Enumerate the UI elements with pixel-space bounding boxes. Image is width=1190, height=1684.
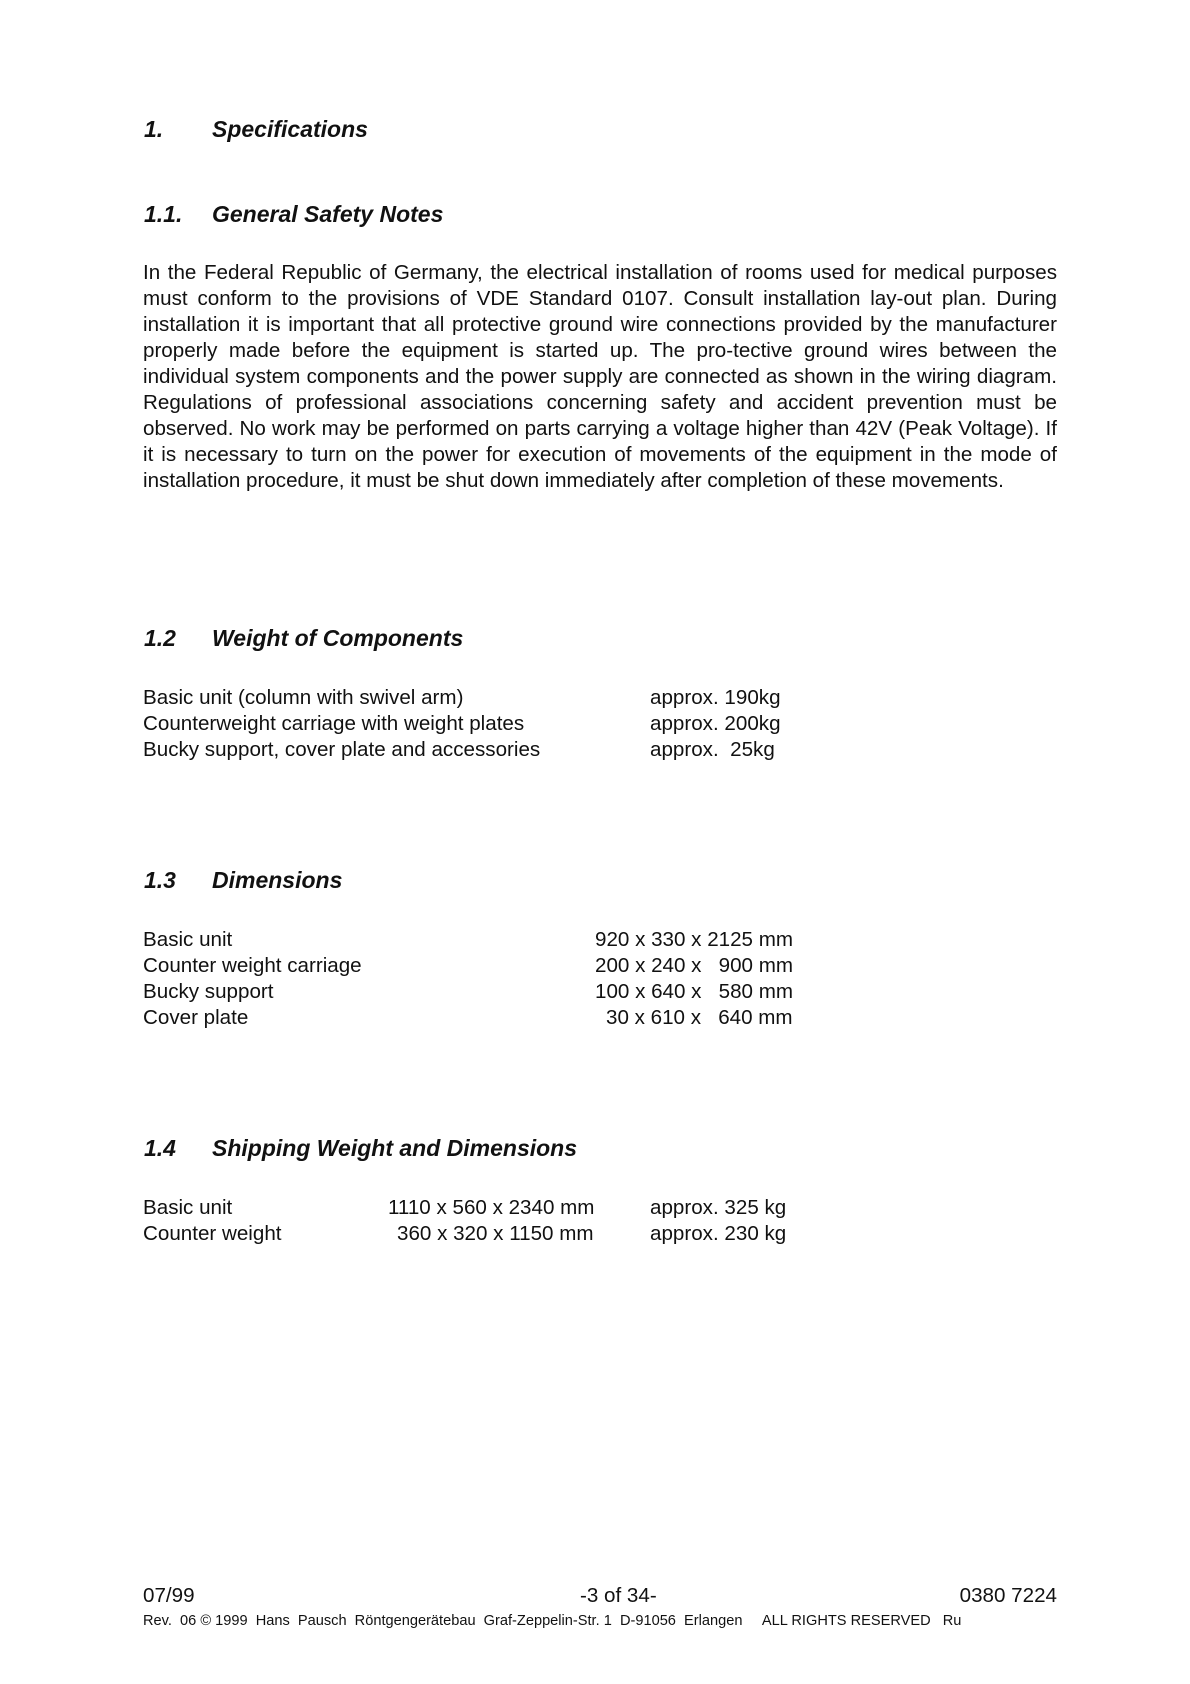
weight-value: approx. 190kg: [650, 686, 781, 709]
section-title: Shipping Weight and Dimensions: [212, 1135, 578, 1161]
section-title: General Safety Notes: [212, 201, 444, 227]
page-footer: [143, 1584, 1057, 1610]
dimension-item: Counter weight carriage: [143, 954, 362, 977]
section-title: Specifications: [212, 116, 368, 142]
dimension-value: 920 x 330 x 2125 mm: [595, 928, 794, 951]
dimension-value: 100 x 640 x 580 mm: [595, 980, 794, 1003]
dimension-value: 200 x 240 x 900 mm: [595, 954, 794, 977]
section-number: 1.: [144, 116, 164, 142]
footer-revision-line: Rev. 06 © 1999 Hans Pausch Röntgengerätebau Graf-Zeppelin-Str. 1 D-91056 Erlangen ALL RIGHTS RESERVED Ru: [143, 1613, 962, 1629]
section-title: Dimensions: [212, 867, 343, 893]
safety-notes-paragraph: In the Federal Republic of Germany, the electrical installation of rooms used for medical purposes must conform to the provisions of VDE Standard 0107. Consult installation lay-out plan. During installation it is important that all protective ground wire connections provided by the manufacturer properly made before the equipment is started up. The pro-tective ground wires between the individual system components and the power supply are connected as shown in the wiring diagram. Regulations of professional associations concerning safety and accident prevention must be observed. No work may be performed on parts carrying a voltage higher than 42V (Peak Voltage). If it is necessary to turn on the power for execution of movements of the equipment in the mode of installation procedure, it must be shut down immediately after completion of these movements.: [143, 261, 1057, 492]
section-number: 1.3: [144, 867, 176, 893]
section-number: 1.2: [144, 625, 176, 651]
section-number: 1.4: [144, 1135, 176, 1161]
document-number: 0380 7224: [959, 1584, 1057, 1607]
section-heading-shipping-weight-and-dimensions: [144, 1135, 577, 1162]
section-title: Weight of Components: [212, 625, 464, 651]
shipping-item: Basic unit: [143, 1196, 233, 1219]
page-number: -3 of 34-: [580, 1584, 657, 1607]
section-number: 1.1.: [144, 201, 183, 227]
shipping-weight: approx. 325 kg: [650, 1196, 787, 1219]
section-heading-specifications: [144, 116, 368, 143]
shipping-weight: approx. 230 kg: [650, 1222, 787, 1245]
shipping-dimensions: 1110 x 560 x 2340 mm: [388, 1196, 595, 1219]
weight-item: Bucky support, cover plate and accessories: [143, 738, 541, 761]
dimension-item: Basic unit: [143, 928, 233, 951]
section-heading-weight-of-components: [144, 625, 463, 652]
weight-item: Counterweight carriage with weight plates: [143, 712, 525, 735]
dimension-value: 30 x 610 x 640 mm: [606, 1006, 793, 1029]
weight-item: Basic unit (column with swivel arm): [143, 686, 464, 709]
dimension-item: Bucky support: [143, 980, 274, 1003]
weight-value: approx. 200kg: [650, 712, 781, 735]
section-heading-general-safety-notes: [144, 201, 443, 228]
section-heading-dimensions: [144, 867, 342, 894]
shipping-item: Counter weight: [143, 1222, 282, 1245]
shipping-dimensions: 360 x 320 x 1150 mm: [397, 1222, 594, 1245]
dimension-item: Cover plate: [143, 1006, 249, 1029]
weight-value: approx. 25kg: [650, 738, 775, 761]
footer-date: 07/99: [143, 1584, 195, 1607]
